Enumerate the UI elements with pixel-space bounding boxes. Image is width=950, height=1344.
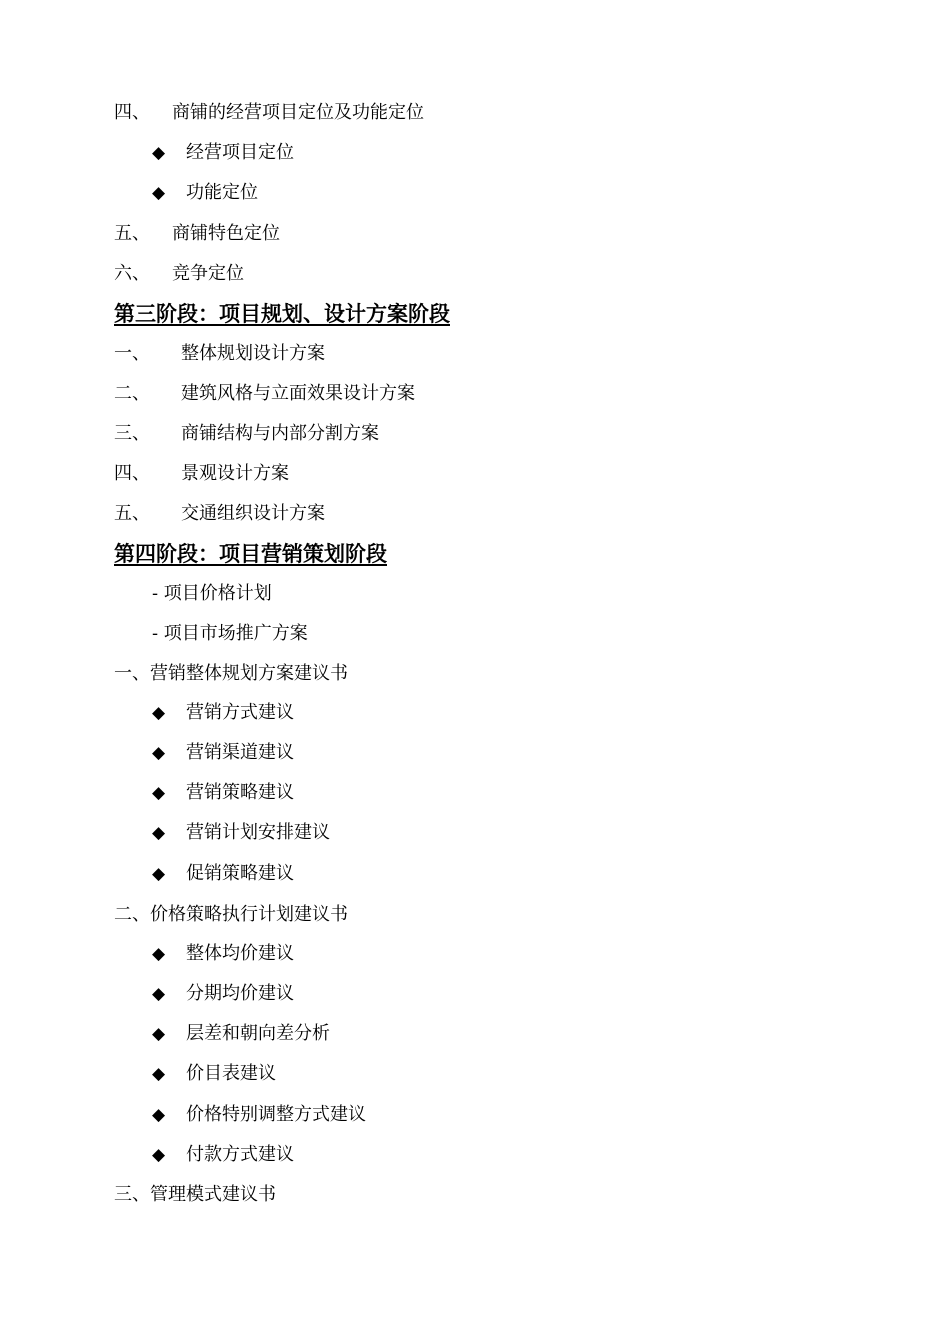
diamond-bullet-icon: ◆ — [152, 1024, 166, 1044]
bullet-text: 营销渠道建议 — [186, 742, 294, 763]
diamond-bullet-icon: ◆ — [152, 183, 166, 203]
diamond-bullet-icon: ◆ — [152, 743, 166, 763]
item-text: 商铺的经营项目定位及功能定位 — [172, 102, 424, 123]
section-title-text: 三、管理模式建议书 — [114, 1184, 276, 1205]
bullet-text: 功能定位 — [186, 182, 258, 203]
diamond-bullet-icon: ◆ — [152, 944, 166, 964]
item-number: 五、 — [114, 503, 150, 524]
diamond-bullet-icon: ◆ — [152, 984, 166, 1004]
item-text: 景观设计方案 — [181, 463, 289, 484]
diamond-bullet-icon: ◆ — [152, 1105, 166, 1125]
bullet-text: 营销策略建议 — [186, 782, 294, 803]
item-text: 商铺结构与内部分割方案 — [181, 423, 379, 444]
bullet-text: 价目表建议 — [186, 1063, 276, 1084]
item-number: 六、 — [114, 263, 150, 284]
diamond-bullet-icon: ◆ — [152, 703, 166, 723]
item-text: 商铺特色定位 — [172, 223, 280, 244]
item-number: 四、 — [114, 463, 150, 484]
bullet-text: 价格特别调整方式建议 — [186, 1104, 366, 1125]
bullet-text: 经营项目定位 — [186, 142, 294, 163]
bullet-text: 促销策略建议 — [186, 863, 294, 884]
item-number: 二、 — [114, 383, 150, 404]
diamond-bullet-icon: ◆ — [152, 864, 166, 884]
item-number: 四、 — [114, 102, 150, 123]
bullet-text: 营销方式建议 — [186, 702, 294, 723]
section-title-text: 一、营销整体规划方案建议书 — [114, 663, 348, 684]
bullet-text: 分期均价建议 — [186, 983, 294, 1004]
item-text: 交通组织设计方案 — [181, 503, 325, 524]
diamond-bullet-icon: ◆ — [152, 823, 166, 843]
item-text: 建筑风格与立面效果设计方案 — [181, 383, 415, 404]
diamond-bullet-icon: ◆ — [152, 1064, 166, 1084]
item-number: 一、 — [114, 343, 150, 364]
item-number: 五、 — [114, 223, 150, 244]
section-title-text: 二、价格策略执行计划建议书 — [114, 904, 348, 925]
stage-four-heading: 第四阶段：项目营销策划阶段 — [114, 542, 387, 566]
diamond-bullet-icon: ◆ — [152, 143, 166, 163]
dash-item-text: - 项目市场推广方案 — [152, 623, 308, 644]
item-text: 竞争定位 — [172, 263, 244, 284]
bullet-text: 营销计划安排建议 — [186, 822, 330, 843]
item-number: 三、 — [114, 423, 150, 444]
bullet-text: 付款方式建议 — [186, 1144, 294, 1165]
diamond-bullet-icon: ◆ — [152, 1145, 166, 1165]
item-text: 整体规划设计方案 — [181, 343, 325, 364]
bullet-text: 整体均价建议 — [186, 943, 294, 964]
bullet-text: 层差和朝向差分析 — [186, 1023, 330, 1044]
diamond-bullet-icon: ◆ — [152, 783, 166, 803]
stage-three-heading: 第三阶段：项目规划、设计方案阶段 — [114, 302, 450, 326]
dash-item-text: - 项目价格计划 — [152, 583, 272, 604]
